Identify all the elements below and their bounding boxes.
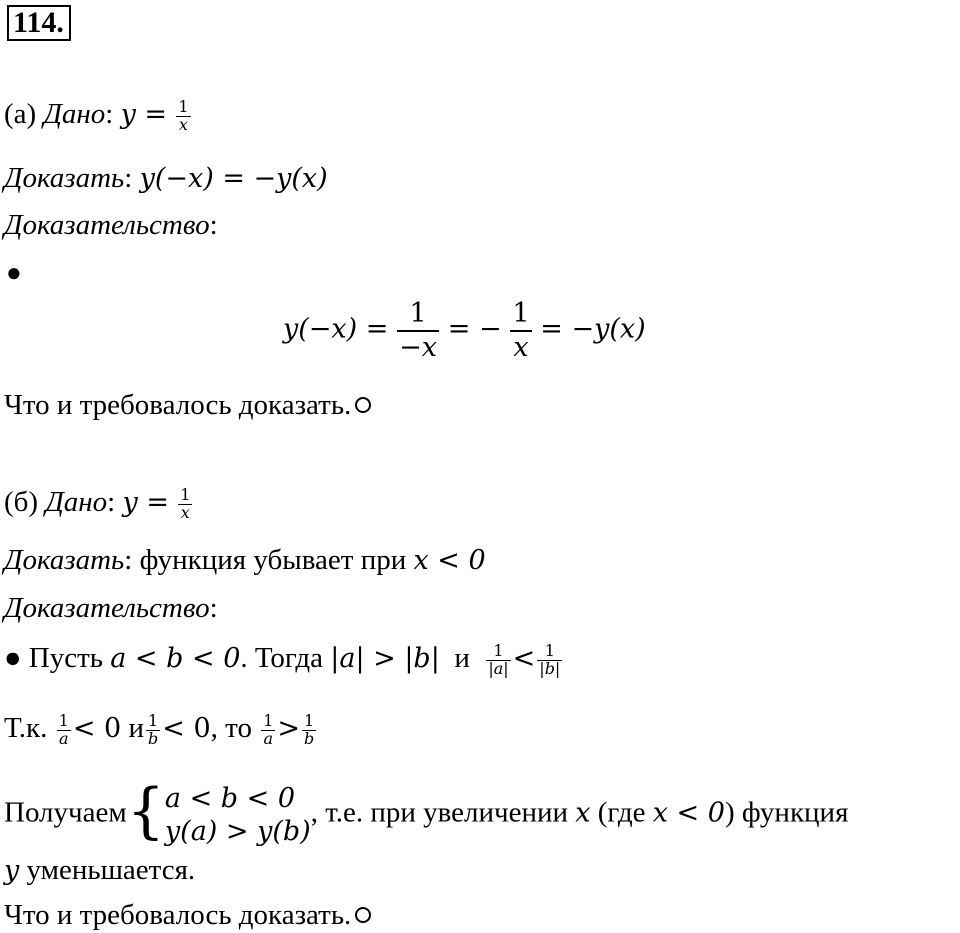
conclusion-text: Что и требовалось доказать. xyxy=(4,899,352,931)
gt-sign: > xyxy=(277,713,301,744)
part-a-conclusion xyxy=(4,387,371,423)
proof-word: Доказательство xyxy=(4,592,210,624)
prove-word: Доказать xyxy=(4,544,125,576)
part-b-line-3 xyxy=(4,776,849,848)
prove-text: функция убывает при xyxy=(139,544,407,576)
since-text: Т.к. xyxy=(4,712,48,744)
paren-close: ) функция xyxy=(724,796,849,829)
abs-inequality: |a| > |b| xyxy=(330,643,440,674)
end-circle-icon xyxy=(355,397,371,413)
eq-lhs: y(−x) = xyxy=(283,313,389,345)
part-a-equation xyxy=(283,300,646,363)
fraction-abs-b: $\frac{1}{|b|}$ xyxy=(539,641,561,678)
bullet-icon: ● xyxy=(6,258,22,287)
ie-text: , т.е. при увеличении xyxy=(310,796,569,829)
brace-icon: { xyxy=(126,776,165,846)
system-line-1: a < b < 0 xyxy=(164,783,296,814)
lt-sign: < xyxy=(512,643,536,674)
x-var: x xyxy=(575,797,591,829)
eq-fraction-1: $\frac{1}{-x}$ xyxy=(399,298,437,364)
fraction-abs-a: $\frac{1}{|a|}$ xyxy=(488,641,509,678)
part-a-given: (а) Дано: y = $\frac{1}{x}$ xyxy=(4,97,189,134)
part-b-proof-heading: Доказательство: xyxy=(4,592,218,624)
paren-open: (где xyxy=(597,796,646,829)
part-b-label: (б) xyxy=(4,486,39,518)
and-text: и xyxy=(454,642,470,674)
inequality-system xyxy=(165,782,311,848)
part-b-given: (б) Дано: y = $\frac{1}{x}$ xyxy=(4,485,191,522)
proof-word: Доказательство xyxy=(4,209,210,241)
given-word: Дано xyxy=(43,98,106,130)
system-line-2: y(a) > y(b) xyxy=(164,816,311,847)
condition: a < b < 0 xyxy=(110,643,241,674)
eq-rhs: = −y(x) xyxy=(540,313,646,345)
fraction-1-b: $\frac{1}{b}$ xyxy=(304,711,315,748)
eq-mid: = − xyxy=(447,313,502,345)
given-word: Дано xyxy=(45,486,108,518)
problem-number: 114. xyxy=(7,5,71,41)
part-b-prove: Доказать: функция убывает при x < 0 xyxy=(4,544,486,576)
part-a-proof-heading: Доказательство: xyxy=(4,209,218,241)
given-fraction: $\frac{1}{x}$ xyxy=(178,97,189,134)
lt-zero: < 0 xyxy=(162,713,211,744)
decreases-text: уменьшается. xyxy=(26,854,196,886)
fraction-1-b: $\frac{1}{b}$ xyxy=(148,711,159,748)
part-b-line-4 xyxy=(4,852,195,889)
prove-statement: y(−x) = −y(x) xyxy=(139,163,328,194)
end-circle-icon xyxy=(355,907,371,923)
given-lhs: y = xyxy=(122,487,169,518)
part-b-conclusion xyxy=(4,897,371,933)
part-b-line-1 xyxy=(4,640,564,678)
y-var: y xyxy=(4,855,20,886)
given-fraction: $\frac{1}{x}$ xyxy=(180,485,191,522)
prove-condition: x < 0 xyxy=(413,545,486,576)
and-text: и xyxy=(128,712,145,744)
obtain-text: Получаем xyxy=(4,796,127,829)
then-text: , то xyxy=(210,712,252,744)
let-text: ● Пусть xyxy=(4,642,103,674)
fraction-1-a: $\frac{1}{a}$ xyxy=(263,711,274,748)
given-lhs: y = xyxy=(120,99,168,130)
x-condition: x < 0 xyxy=(652,797,725,829)
then-text: . Тогда xyxy=(240,642,323,674)
eq-fraction-2: $\frac{1}{x}$ xyxy=(512,298,530,364)
part-a-prove: Доказать: y(−x) = −y(x) xyxy=(4,162,328,194)
fraction-1-a: $\frac{1}{a}$ xyxy=(58,711,69,748)
prove-word: Доказать xyxy=(4,162,125,194)
part-a-label: (а) xyxy=(4,98,37,130)
lt-zero: < 0 xyxy=(72,713,122,744)
conclusion-text: Что и требовалось доказать. xyxy=(4,389,352,421)
part-b-line-2 xyxy=(4,710,318,748)
